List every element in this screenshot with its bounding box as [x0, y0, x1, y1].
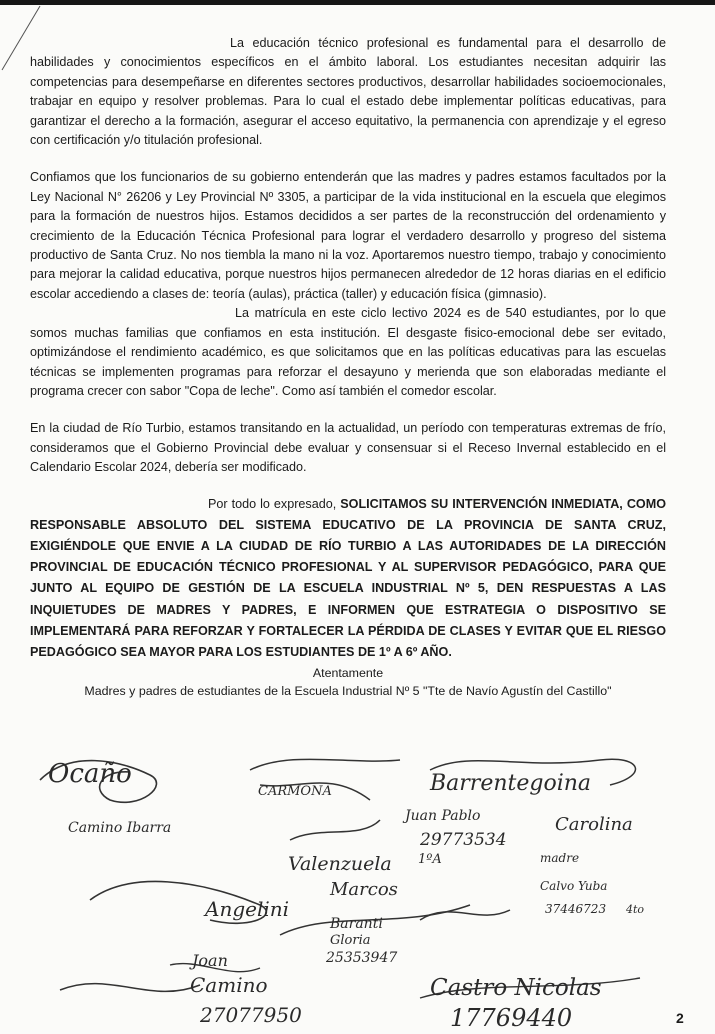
- request-intro: Por todo lo expresado,: [208, 496, 341, 511]
- signature-text-5: Juan Pablo: [405, 808, 481, 824]
- signature-text-13: 37446723: [545, 902, 607, 916]
- signature-text-1: Ocaño: [48, 759, 132, 789]
- signature-text-2: Camino Ibarra: [68, 820, 172, 836]
- signature-text-6: Carolina: [555, 814, 633, 835]
- handwritten-signatures: [0, 730, 715, 1034]
- signature-text-21: Joan: [192, 951, 228, 970]
- top-edge: [0, 0, 715, 5]
- signers-line: Madres y padres de estudiantes de la Escuela Industrial Nº 5 "Tte de Navío Agustín del Castillo": [84, 684, 612, 699]
- paragraph-parents-rights: Confiamos que los funcionarios de su gobierno entenderán que las madres y padres estamos facultados por la Ley Nacional N° 26206 y Ley Provincial Nº 3305, a participar de la vida institucional en la escuela que elegimos para la formación de nuestros hijos. Estamos decididos a ser partes de la reconstrucción del ordenamiento y crecimiento de la Educación Técnica Profesional para lograr el verdadero desarrollo y progreso del sistema productivo de Santa Cruz. No nos tiembla la mano ni la voz. Aportaremos nuestro tiempo, trabajo y conocimiento para mejorar la calidad educativa, porque nuestros hijos permanecen alrededor de 12 horas diarias en el edificio escolar accediendo a clases de: teoría (aulas), práctica (taller) y educación física (gimnasio).: [30, 170, 666, 301]
- signature-text-15: Angelini: [205, 897, 290, 921]
- request-paragraph: [30, 494, 666, 664]
- signature-text-20: 17769440: [450, 1004, 573, 1032]
- signature-text-7: 29773534: [420, 830, 507, 850]
- signature-text-4: Barrentegoina: [430, 771, 592, 796]
- paragraph-enrollment: La matrícula en este ciclo lectivo 2024 es de 540 estudiantes, por lo que somos muchas familias que confiamos en esta institución. El desgaste fisico-emocional debe ser evitado, optimizándose el rendimiento académico, es que solicitamos que en las políticas educativas para las escuelas técnicas se implementen programas para reforzar el desayuno y merienda que son elaboradas mediante el programa crecer con sabor "Copa de leche". Como así también el comedor escolar.: [30, 306, 666, 398]
- signature-text-16: Baranti: [330, 916, 383, 932]
- signature-text-18: 25353947: [326, 950, 398, 966]
- paragraph-winter-recess: En la ciudad de Río Turbio, estamos transitando en la actualidad, un período con temperaturas extremas de frío, consideramos que el Gobierno Provincial debe evaluar y consensuar si el Receso Invernal establecido en el Calendario Escolar 2024, debería ser modificado.: [30, 421, 666, 475]
- signature-text-22: Camino: [190, 973, 268, 997]
- signature-text-17: Gloria: [330, 933, 371, 948]
- closing-salutation: Atentamente: [312, 666, 384, 681]
- signature-text-23: 27077950: [200, 1003, 302, 1027]
- signature-text-10: Valenzuela: [288, 853, 392, 875]
- signature-text-12: Calvo Yuba: [540, 879, 608, 893]
- signature-text-19: Castro Nicolas: [430, 975, 602, 1001]
- letter-page: [30, 34, 666, 700]
- page-number: 2: [676, 1010, 684, 1026]
- signature-text-9: madre: [540, 851, 580, 865]
- paragraph-technical-education: La educación técnico profesional es fundamental para el desarrollo de habilidades y conocimientos específicos en el ámbito laboral. Los estudiantes necesitan adquirir las competencias para desempeñarse en diferentes sectores productivos, desarrollar habilidades socioemocionales, trabajar en equipo y resolver problemas. Para lo cual el estado debe implementar políticas educativas, para garantizar el derecho a la formación, asegurar el acceso equitativo, la permanencia con aprendizaje y el egreso con certificación y/o titulación profesional.: [30, 36, 666, 148]
- signature-text-11: Marcos: [330, 879, 398, 900]
- request-demand: SOLICITAMOS SU INTERVENCIÓN INMEDIATA, COMO RESPONSABLE ABSOLUTO DEL SISTEMA EDUCATIVO DE LA PROVINCIA DE SANTA CRUZ, EXIGIÉNDOLE QUE ENVIE A LA CIUDAD DE RÍO TURBIO A LAS AUTORIDADES DE LA DIRECCIÓN PROVINCIAL DE EDUCACIÓN TÉCNICO PROFESIONAL Y AL SUPERVISOR PEDAGÓGICO, PARA QUE JUNTO AL EQUIPO DE GESTIÓN DE LA ESCUELA INDUSTRIAL Nº 5, DEN RESPUESTAS A LAS INQUIETUDES DE MADRES Y PADRES, E INFORMEN QUE ESTRATEGIA O DISPOSITIVO SE IMPLEMENTARÁ PARA REFORZAR Y FORTALECER LA PÉRDIDA DE CLASES Y EVITAR QUE EL RIESGO PEDAGÓGICO SEA MAYOR PARA LOS ESTUDIANTES DE 1º A 6º AÑO.: [30, 496, 666, 659]
- signature-text-8: 1ºA: [418, 852, 442, 867]
- signature-text-14: 4to: [626, 903, 645, 916]
- signature-text-3: CARMONA: [258, 784, 332, 799]
